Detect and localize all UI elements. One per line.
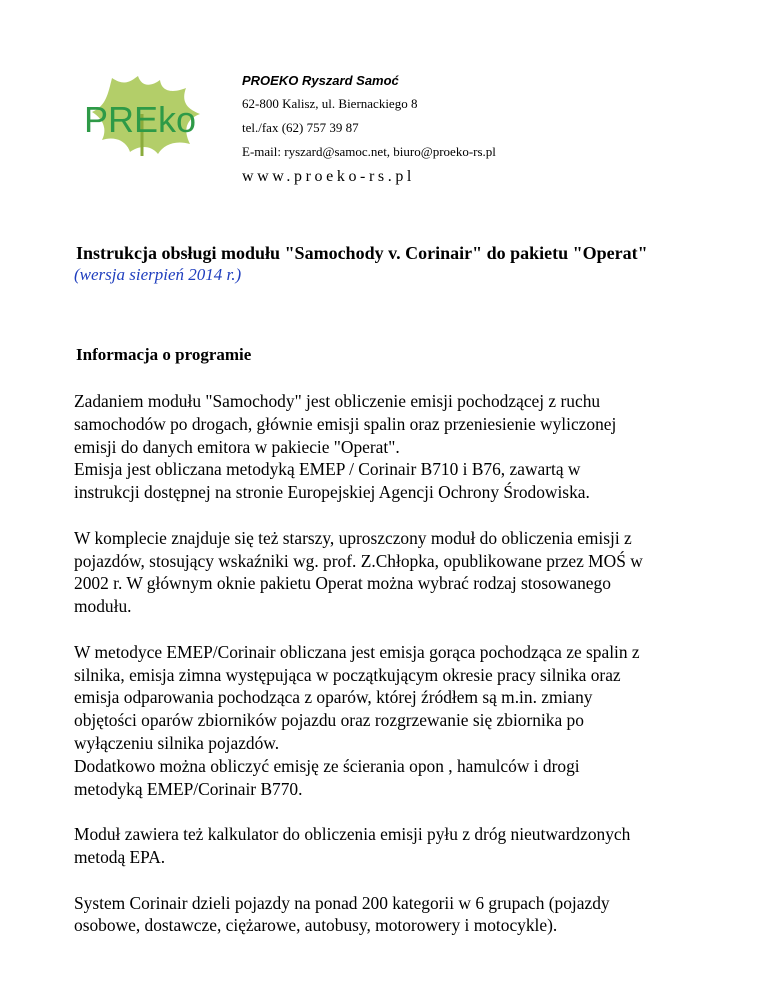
proeko-logo: [72, 74, 212, 156]
paragraph: [74, 892, 714, 938]
text-line: W metodyce EMEP/Corinair obliczana jest emisja gorąca pochodząca ze spalin z: [74, 641, 640, 662]
leaf-logo-icon: [72, 74, 212, 156]
logo-text: PREko: [84, 99, 197, 140]
company-info: [242, 74, 496, 185]
paragraph: [74, 641, 714, 801]
document-version: (wersja sierpień 2014 r.): [74, 265, 242, 284]
section-heading: Informacja o programie: [76, 345, 252, 364]
paragraph: [74, 527, 714, 618]
text-line: metodyką EMEP/Corinair B770.: [74, 778, 303, 799]
text-line: osobowe, dostawcze, ciężarowe, autobusy, motorowery i motocykle).: [74, 915, 558, 936]
company-address: 62-800 Kalisz, ul. Biernackiego 8: [242, 96, 418, 111]
text-line: objętości oparów zbiorników pojazdu oraz rozgrzewanie się zbiornika po: [74, 710, 584, 731]
text-line: silnika, emisja zimna występująca w początkującym okresie pracy silnika oraz: [74, 664, 621, 685]
text-line: System Corinair dzieli pojazdy na ponad 200 kategorii w 6 grupach (pojazdy: [74, 892, 610, 913]
text-line: metodą EPA.: [74, 846, 166, 867]
text-line: W komplecie znajduje się też starszy, uproszczony moduł do obliczenia emisji z: [74, 527, 632, 548]
text-line: modułu.: [74, 596, 132, 617]
company-email: E-mail: ryszard@samoc.net, biuro@proeko-rs.pl: [242, 144, 496, 159]
text-line: emisja odparowania pochodząca z oparów, której źródłem są m.in. zmiany: [74, 687, 593, 708]
company-phone: tel./fax (62) 757 39 87: [242, 120, 359, 135]
text-line: Zadaniem modułu "Samochody" jest obliczenie emisji pochodzącej z ruchu: [74, 391, 601, 411]
text-line: Emisja jest obliczana metodyką EMEP / Corinair B710 i B76, zawartą w: [74, 459, 581, 480]
text-line: emisji do danych emitora w pakiecie "Operat".: [74, 436, 400, 457]
text-line: Dodatkowo można obliczyć emisję ze ścierania opon , hamulców i drogi: [74, 755, 580, 776]
text-line: instrukcji dostępnej na stronie Europejskiej Agencji Ochrony Środowiska.: [74, 482, 590, 503]
text-line: wyłączeniu silnika pojazdów.: [74, 732, 280, 753]
paragraph: [74, 390, 714, 504]
company-website: www.proeko-rs.pl: [242, 168, 415, 185]
text-line: pojazdów, stosujący wskaźniki wg. prof. Z.Chłopka, opublikowane przez MOŚ w: [74, 550, 643, 571]
text-line: 2002 r. W głównym oknie pakietu Operat można wybrać rodzaj stosowanego: [74, 573, 611, 594]
document-title: Instrukcja obsługi modułu "Samochody v. Corinair" do pakietu "Operat": [76, 243, 648, 263]
body-text: [74, 390, 714, 960]
text-line: samochodów po drogach, głównie emisji spalin oraz przeniesienie wyliczonej: [74, 413, 617, 434]
company-name: PROEKO Ryszard Samoć: [242, 73, 399, 88]
paragraph: [74, 823, 714, 869]
text-line: Moduł zawiera też kalkulator do obliczenia emisji pyłu z dróg nieutwardzonych: [74, 824, 631, 845]
